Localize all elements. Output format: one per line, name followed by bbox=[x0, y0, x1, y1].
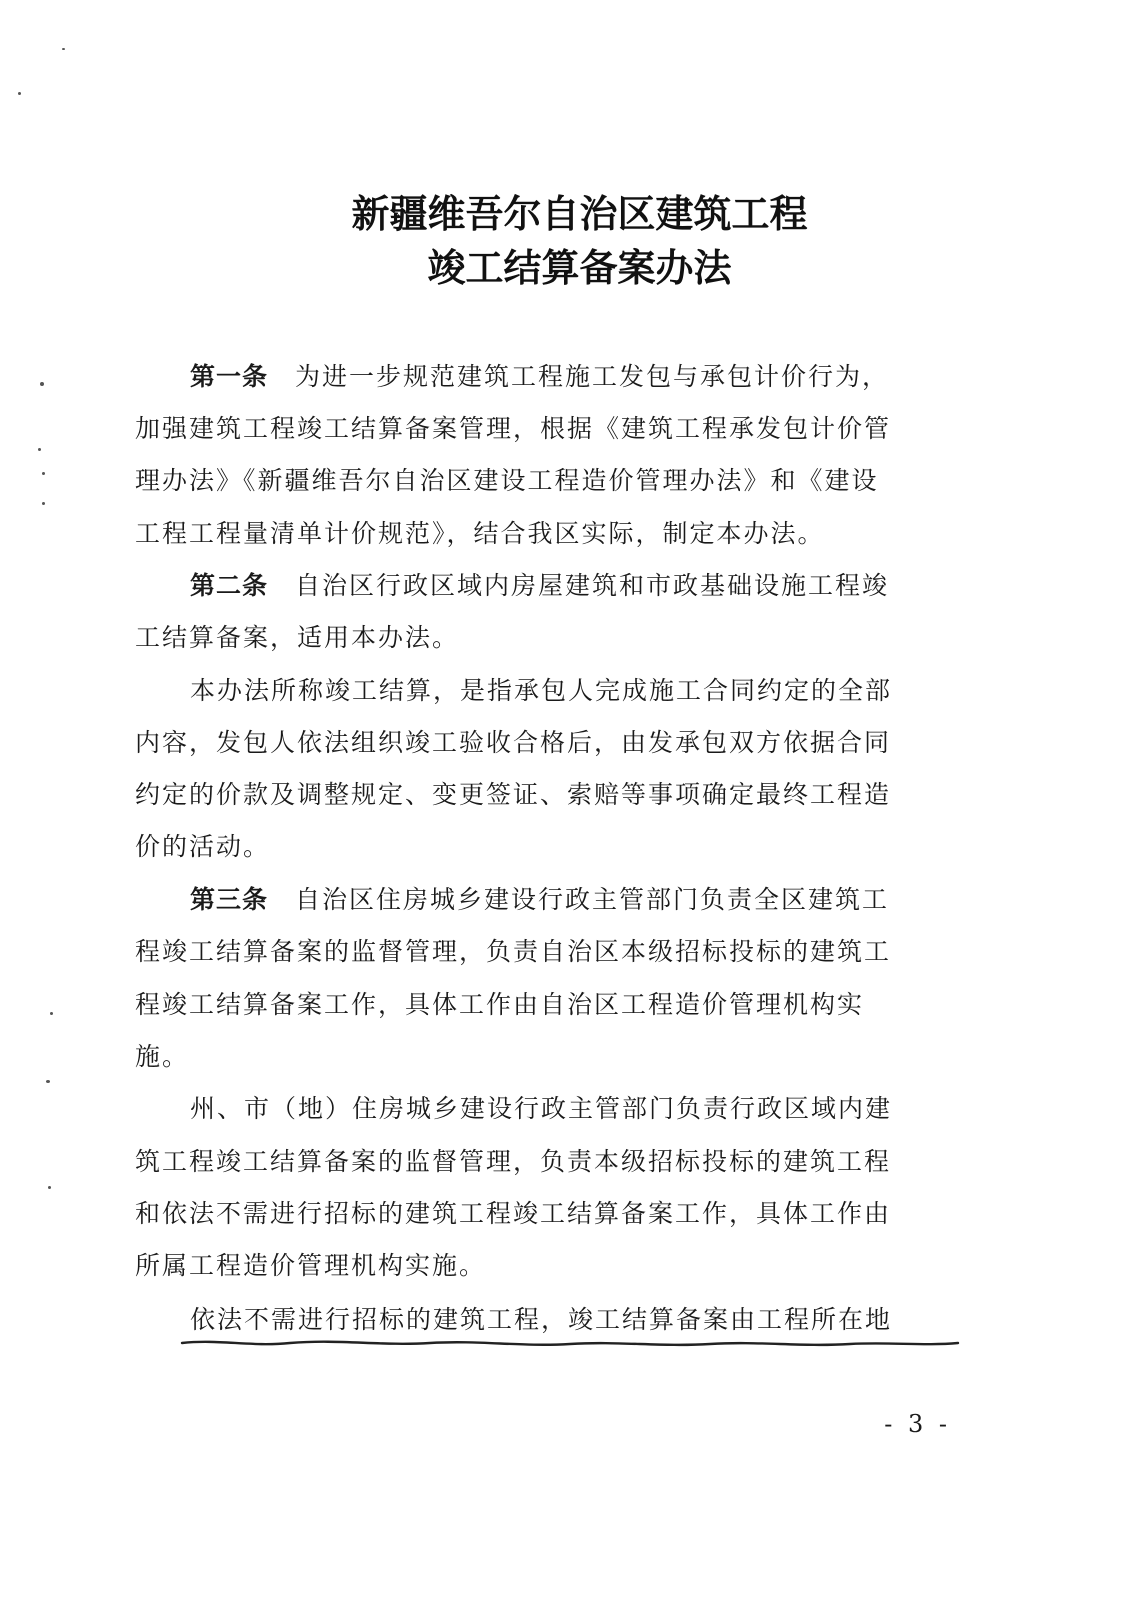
article-1-line-3: 理办法》《新疆维吾尔自治区建设工程造价管理办法》和《建设 bbox=[135, 466, 879, 495]
handwritten-underline bbox=[180, 1337, 960, 1351]
article-1-line-1 bbox=[190, 357, 950, 397]
article-3-line-4: 施。 bbox=[135, 1042, 190, 1071]
scan-speck bbox=[48, 1186, 51, 1189]
article-1-text-1: 为进一步规范建筑工程施工发包与承包计价行为， bbox=[295, 362, 890, 391]
article-1-lead: 第一条 bbox=[190, 362, 269, 391]
prefecture-line-4: 所属工程造价管理机构实施。 bbox=[135, 1251, 487, 1280]
prefecture-line-2: 筑工程竣工结算备案的监督管理，负责本级招标投标的建筑工程 bbox=[135, 1147, 892, 1176]
definition-line-3: 约定的价款及调整规定、变更签证、索赔等事项确定最终工程造 bbox=[135, 780, 892, 809]
article-2-line-2: 工结算备案，适用本办法。 bbox=[135, 623, 460, 652]
definition-line-4: 价的活动。 bbox=[135, 832, 271, 861]
scan-speck bbox=[50, 1012, 53, 1015]
article-2-text-1: 自治区行政区域内房屋建筑和市政基础设施工程竣 bbox=[295, 571, 890, 600]
prefecture-line-3: 和依法不需进行招标的建筑工程竣工结算备案工作，具体工作由 bbox=[135, 1199, 892, 1228]
article-3-line-2: 程竣工结算备案的监督管理，负责自治区本级招标投标的建筑工 bbox=[135, 937, 892, 966]
scan-speck bbox=[42, 472, 45, 475]
scan-speck bbox=[42, 502, 45, 505]
article-1-line-2: 加强建筑工程竣工结算备案管理，根据《建筑工程承发包计价管 bbox=[135, 414, 892, 443]
page-number: - 3 - bbox=[884, 1410, 951, 1438]
article-2-line-1 bbox=[190, 566, 950, 606]
definition-line-2: 内容，发包人依法组织竣工验收合格后，由发承包双方依据合同 bbox=[135, 728, 892, 757]
scan-speck bbox=[38, 448, 41, 451]
article-3-lead: 第三条 bbox=[190, 885, 269, 914]
scan-speck bbox=[40, 382, 44, 386]
scan-speck bbox=[46, 1080, 50, 1083]
prefecture-line-1: 州、市（地）住房城乡建设行政主管部门负责行政区域内建 bbox=[190, 1094, 893, 1123]
document-title-line-1: 新疆维吾尔自治区建筑工程 bbox=[351, 191, 808, 236]
definition-line-1: 本办法所称竣工结算，是指承包人完成施工合同约定的全部 bbox=[190, 676, 893, 705]
last-paragraph-line-1: 依法不需进行招标的建筑工程，竣工结算备案由工程所在地 bbox=[190, 1305, 893, 1334]
article-1-line-4: 工程工程量清单计价规范》，结合我区实际，制定本办法。 bbox=[135, 519, 825, 548]
article-3-text-1: 自治区住房城乡建设行政主管部门负责全区建筑工 bbox=[295, 885, 890, 914]
article-3-line-3: 程竣工结算备案工作，具体工作由自治区工程造价管理机构实 bbox=[135, 990, 865, 1019]
article-3-line-1 bbox=[190, 880, 950, 920]
article-2-lead: 第二条 bbox=[190, 571, 269, 600]
document-title-line-2: 竣工结算备案办法 bbox=[427, 245, 732, 290]
scan-speck bbox=[18, 92, 21, 95]
scan-speck bbox=[62, 48, 65, 50]
